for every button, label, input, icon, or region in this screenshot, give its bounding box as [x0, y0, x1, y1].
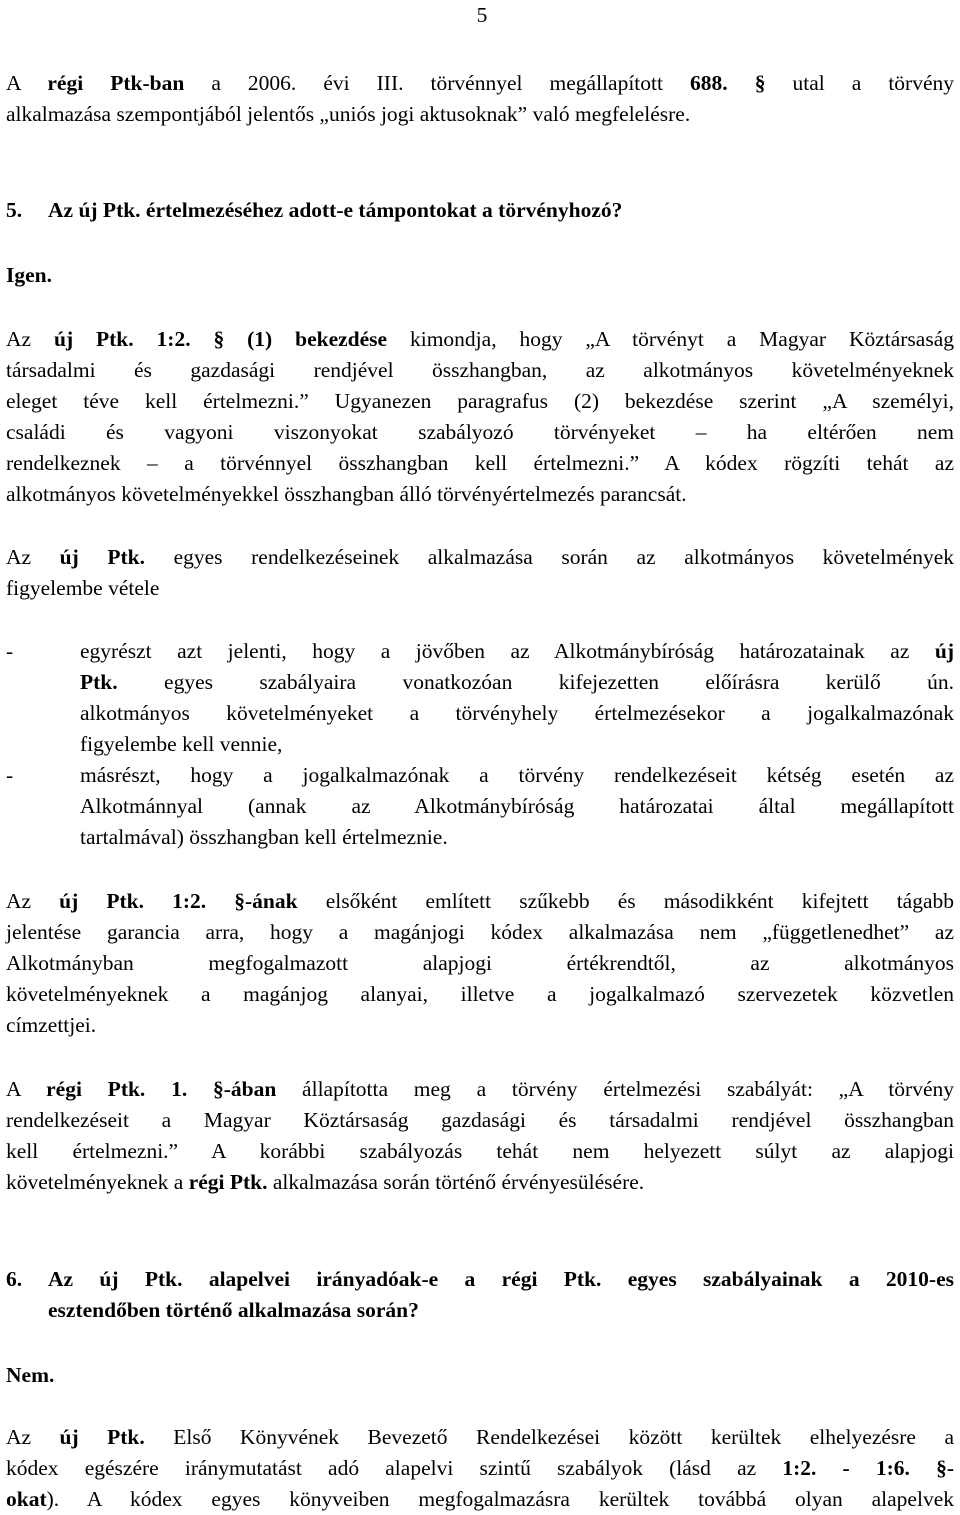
- text-line: eleget téve kell értelmezni.” Ugyanezen paragrafus (2) bekezdése szerint „A személyi,: [6, 389, 954, 413]
- text-line: okat). A kódex egyes könyveiben megfogalmazásra kerültek továbbá olyan alapelvek: [6, 1487, 954, 1511]
- answer-5: Igen.: [6, 263, 52, 287]
- text-line: figyelembe vétele: [6, 576, 160, 600]
- text-line: Alkotmánnyal (annak az Alkotmánybíróság határozatai által megállapított: [80, 794, 954, 818]
- text-line: kell értelmezni.” A korábbi szabályozás tehát nem helyezett súlyt az alapjogi: [6, 1139, 954, 1163]
- list-dash: -: [6, 763, 14, 787]
- text-line: követelményeknek a magánjog alanyai, illetve a jogalkalmazó szervezetek közvetlen: [6, 982, 954, 1006]
- question-6: [6, 1264, 954, 1326]
- paragraph-alapelvek: [6, 1422, 954, 1515]
- text-line: alkalmazása szempontjából jelentős „uniós jogi aktusoknak” való megfelelésre.: [6, 102, 691, 126]
- text-line: figyelembe kell vennie,: [80, 732, 283, 756]
- question-5: [6, 195, 954, 226]
- text-line: A régi Ptk. 1. §-ában állapította meg a törvény értelmezési szabályát: „A törvény: [6, 1077, 955, 1101]
- text-line: társadalmi és gazdasági rendjével összhangban, az alkotmányos követelményeknek: [6, 358, 954, 382]
- list-item: [6, 760, 954, 853]
- text-line: címzettjei.: [6, 1013, 97, 1037]
- page-number: 5: [476, 3, 488, 27]
- text-line: Az új Ptk. 1:2. § (1) bekezdése kimondja, hogy „A törvényt a Magyar Köztársaság: [6, 327, 955, 351]
- text-line: családi és vagyoni viszonyokat szabályozó törvényeket – ha eltérően nem: [6, 420, 954, 444]
- paragraph-regi-ptk-1: [6, 1074, 954, 1198]
- question-number: 6.: [6, 1267, 23, 1291]
- paragraph-ptk-1-2: [6, 324, 954, 510]
- text-line: Az új Ptk. egyes rendelkezéseinek alkalmazása során az alkotmányos követelmények: [6, 545, 954, 569]
- text-line: tartalmával) összhangban kell értelmeznie.: [80, 825, 448, 849]
- text-line: kódex egészére iránymutatást adó alapelvi szintű szabályok (lásd az 1:2. - 1:6. §-: [6, 1456, 954, 1480]
- paragraph-regi-ptk-688: [6, 68, 954, 130]
- list-dash: -: [6, 639, 14, 663]
- text-line: jelentése garancia arra, hogy a magánjogi kódex alkalmazása nem „függetlenedhet” az: [6, 920, 954, 944]
- answer-6: Nem.: [6, 1363, 55, 1387]
- text-line: alkotmányos követelményeket a törvényhely értelmezésekor a jogalkalmazónak: [80, 701, 954, 725]
- paragraph-garancia: [6, 886, 954, 1041]
- text-line: rendelkezéseit a Magyar Köztársaság gazdasági és társadalmi rendjével összhangban: [6, 1108, 954, 1132]
- text-line: A régi Ptk-ban a 2006. évi III. törvénnyel megállapított 688. § utal a törvény: [6, 71, 955, 95]
- paragraph-alkotmanyos: [6, 542, 954, 604]
- text-line: egyrészt azt jelenti, hogy a jövőben az Alkotmánybíróság határozatainak az új: [80, 639, 954, 663]
- text-line: Az új Ptk. Első Könyvének Bevezető Rendelkezései között kerültek elhelyezésre a: [6, 1425, 954, 1449]
- text-line: Alkotmányban megfogalmazott alapjogi értékrendtől, az alkotmányos: [6, 951, 954, 975]
- text-line: Az új Ptk. 1:2. §-ának elsőként említett szűkebb és másodikként kifejtett tágabb: [6, 889, 955, 913]
- text-line: másrészt, hogy a jogalkalmazónak a törvény rendelkezéseit kétség esetén az: [80, 763, 954, 787]
- question-text: esztendőben történő alkalmazása során?: [48, 1298, 419, 1322]
- question-number: 5.: [6, 198, 23, 222]
- list-item: [6, 636, 954, 760]
- question-text: Az új Ptk. értelmezéséhez adott-e támpontokat a törvényhozó?: [48, 198, 623, 222]
- text-line: rendelkeznek – a törvénnyel összhangban kell értelmezni.” A kódex rögzíti tehát az: [6, 451, 954, 475]
- question-text: Az új Ptk. alapelvei irányadóak-e a régi Ptk. egyes szabályainak a 2010-es: [48, 1267, 954, 1291]
- text-line: követelményeknek a régi Ptk. alkalmazása során történő érvényesülésére.: [6, 1170, 645, 1194]
- text-line: alkotmányos követelményekkel összhangban álló törvényértelmezés parancsát.: [6, 482, 687, 506]
- text-line: Ptk. egyes szabályaira vonatkozóan kifejezetten előírásra kerülő ún.: [80, 670, 954, 694]
